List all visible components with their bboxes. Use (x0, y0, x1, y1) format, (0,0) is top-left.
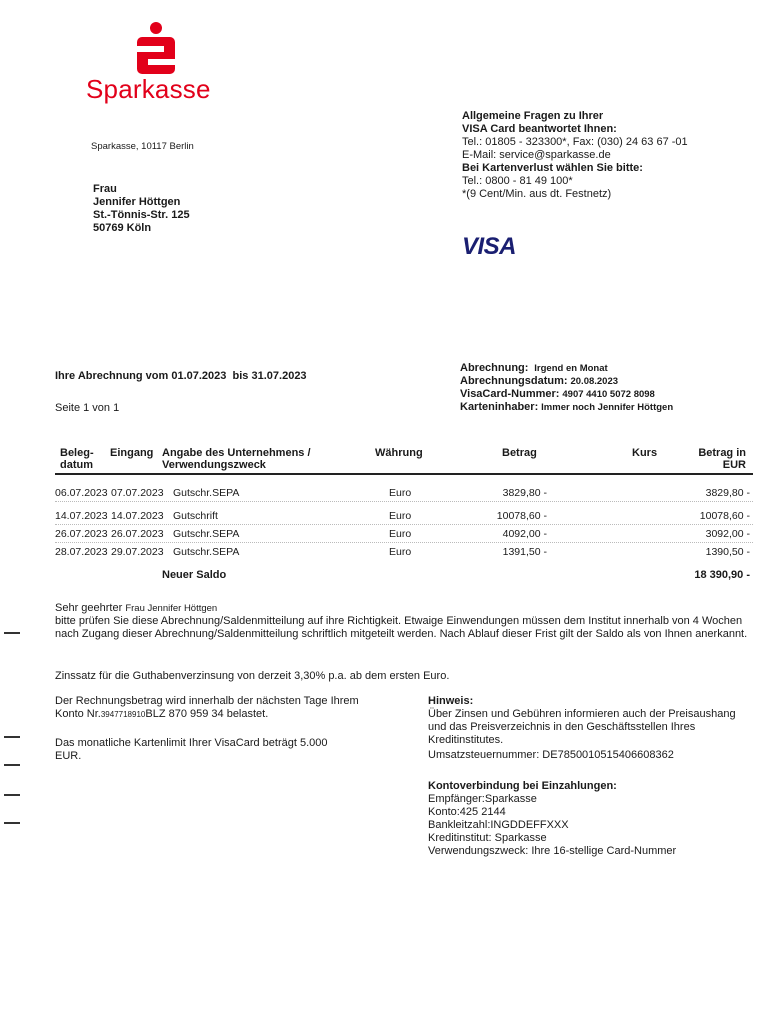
verwendungszweck-line: Verwendungszweck: Ihre 16-stellige Card-Nummer (428, 845, 677, 857)
cell-waehrung: Euro (389, 546, 412, 558)
cell-eingang: 07.07.2023 (111, 487, 164, 499)
header-betrag-eur: Betrag in EUR (698, 447, 746, 471)
cell-zweck: Gutschr.SEPA (173, 487, 240, 499)
abrechnung-label: Abrechnung: (460, 362, 529, 374)
cell-betrag: 4092,00 - (502, 528, 547, 540)
fold-mark (4, 632, 20, 634)
cell-betrag-eur: 3829,80 - (705, 487, 750, 499)
cell-belegdatum: 14.07.2023 (55, 510, 108, 522)
period-from: 01.07.2023 (171, 370, 227, 382)
konto-line: Konto:425 2144 (428, 806, 506, 818)
kontoverbindung-title: Kontoverbindung bei Einzahlungen: (428, 780, 617, 792)
kreditinstitut-value: Sparkasse (494, 832, 547, 844)
contact-footnote: *(9 Cent/Min. aus dt. Festnetz) (462, 188, 612, 200)
empfaenger-label: Empfänger: (428, 793, 485, 805)
period-prefix: Ihre Abrechnung vom (55, 370, 169, 382)
recipient-name: Jennifer Höttgen (93, 196, 181, 208)
cell-zweck: Gutschrift (173, 510, 218, 522)
cell-betrag: 1391,50 - (502, 546, 547, 558)
contact-lost-card-heading: Bei Kartenverlust wählen Sie bitte: (462, 162, 643, 174)
cell-belegdatum: 06.07.2023 (55, 487, 108, 499)
contact-line-2: VISA Card beantwortet Ihnen: (462, 123, 617, 135)
recipient-street: St.-Tönnis-Str. 125 (93, 209, 190, 221)
visa-logo: VISA (462, 233, 517, 260)
header-belegdatum: Beleg- datum (60, 447, 94, 471)
table-row (55, 528, 753, 541)
header-verwendungszweck: Angabe des Unternehmens / Verwendungszweck (162, 447, 311, 471)
recipient-city: 50769 Köln (93, 222, 152, 234)
sparkasse-s-logo-icon (135, 22, 177, 76)
cell-waehrung: Euro (389, 528, 412, 540)
abrechnungsdatum-value: 20.08.2023 (570, 376, 619, 387)
konto-prefix: Konto Nr. (55, 708, 101, 720)
letter-text (55, 602, 755, 641)
cell-zweck: Gutschr.SEPA (173, 546, 240, 558)
karteninhaber-label: Karteninhaber: (460, 401, 539, 413)
greeting-name: Frau Jennifer Höttgen (125, 603, 218, 614)
cell-betrag-eur: 10078,60 - (699, 510, 750, 522)
konto-number: 3947718910 (100, 710, 146, 719)
limit-line-1: Das monatliche Kartenlimit Ihrer VisaCard beträgt 5.000 (55, 737, 328, 749)
page-number: Seite 1 von 1 (55, 402, 120, 414)
cell-betrag-eur: 3092,00 - (705, 528, 750, 540)
cell-eingang: 29.07.2023 (111, 546, 164, 558)
brand-name: Sparkasse (86, 74, 211, 104)
fold-mark (4, 764, 20, 766)
period-bis: bis (232, 370, 249, 382)
cell-betrag-eur: 1390,50 - (705, 546, 750, 558)
cell-betrag: 3829,80 - (502, 487, 547, 499)
hinweis-block (428, 695, 736, 762)
header-kurs: Kurs (632, 447, 658, 459)
greeting: Sehr geehrter (55, 602, 123, 614)
hinweis-line-2: und das Preisverzeichnis in den Geschäftsstellen Ihres (428, 721, 696, 733)
karteninhaber-value: Immer noch Jennifer Höttgen (541, 402, 674, 413)
cell-waehrung: Euro (389, 510, 412, 522)
sender-line: Sparkasse, 10117 Berlin (91, 141, 194, 152)
abrechnungsdatum-label: Abrechnungsdatum: (460, 375, 568, 387)
visacard-nummer-value: 4907 4410 5072 8098 (562, 389, 655, 400)
header-eingang: Eingang (110, 447, 154, 459)
visacard-nummer-label: VisaCard-Nummer: (460, 388, 560, 400)
empfaenger-value: Sparkasse (484, 793, 537, 805)
contact-email: E-Mail: service@sparkasse.de (462, 149, 611, 161)
hinweis-line-1: Über Zinsen und Gebühren informieren auch der Preisaushang (428, 708, 736, 720)
abrechnung-value: Irgend en Monat (534, 363, 608, 374)
interest-rate-note: Zinssatz für die Guthabenverzinsung von derzeit 3,30% p.a. ab dem ersten Euro. (55, 670, 450, 682)
header-waehrung: Währung (375, 447, 423, 459)
umsatzsteuernummer: Umsatzsteuernummer: DE7850010515406608362 (428, 749, 674, 761)
contact-phone: Tel.: 01805 - 323300*, Fax: (030) 24 63 67 -01 (462, 136, 688, 148)
limit-line-2: EUR. (55, 750, 82, 762)
cell-belegdatum: 28.07.2023 (55, 546, 108, 558)
bankleitzahl-line: Bankleitzahl:INGDDEFFXXX (428, 819, 569, 831)
table-row (55, 487, 753, 500)
card-limit-note (55, 737, 328, 763)
kreditinstitut-label: Kreditinstitut: (428, 832, 492, 844)
recipient-salutation: Frau (93, 183, 117, 195)
cell-waehrung: Euro (389, 487, 412, 499)
statement-period (55, 370, 307, 382)
statement-summary (460, 362, 673, 414)
letter-body: bitte prüfen Sie diese Abrechnung/Saldenmitteilung auf ihre Richtigkeit. Etwaige Einwendungen müssen dem Institut innerhalb von 4 Wochen nach Zugang dieser Abrechnung/Saldenmitteilung schriftlich mitgeteilt werden. Nach Ablauf dieser Frist gilt der Saldo als von Ihnen anerkannt. (55, 615, 748, 640)
table-header-rule (55, 473, 753, 475)
table-row (55, 510, 753, 523)
cell-eingang: 26.07.2023 (111, 528, 164, 540)
period-to: 31.07.2023 (251, 370, 307, 382)
saldo-label: Neuer Saldo (162, 569, 227, 581)
konto-blz: BLZ 870 959 34 belastet. (145, 708, 269, 720)
recipient-address (93, 183, 190, 235)
contact-lost-card-phone: Tel.: 0800 - 81 49 100* (462, 175, 573, 187)
cell-belegdatum: 26.07.2023 (55, 528, 108, 540)
billing-note (55, 695, 359, 721)
header-betrag: Betrag (502, 447, 537, 459)
kontoverbindung-block (428, 780, 676, 858)
contact-block (462, 110, 688, 201)
saldo-value: 18 390,90 - (694, 569, 750, 581)
hinweis-line-3: Kreditinstitutes. (428, 734, 504, 746)
table-row (55, 546, 753, 559)
cell-eingang: 14.07.2023 (111, 510, 164, 522)
fold-mark (4, 822, 20, 824)
billing-line-1: Der Rechnungsbetrag wird innerhalb der nächsten Tage Ihrem (55, 695, 359, 707)
fold-mark (4, 794, 20, 796)
cell-zweck: Gutschr.SEPA (173, 528, 240, 540)
cell-betrag: 10078,60 - (496, 510, 547, 522)
fold-mark (4, 736, 20, 738)
hinweis-title: Hinweis: (428, 695, 474, 707)
contact-line-1: Allgemeine Fragen zu Ihrer (462, 110, 604, 122)
